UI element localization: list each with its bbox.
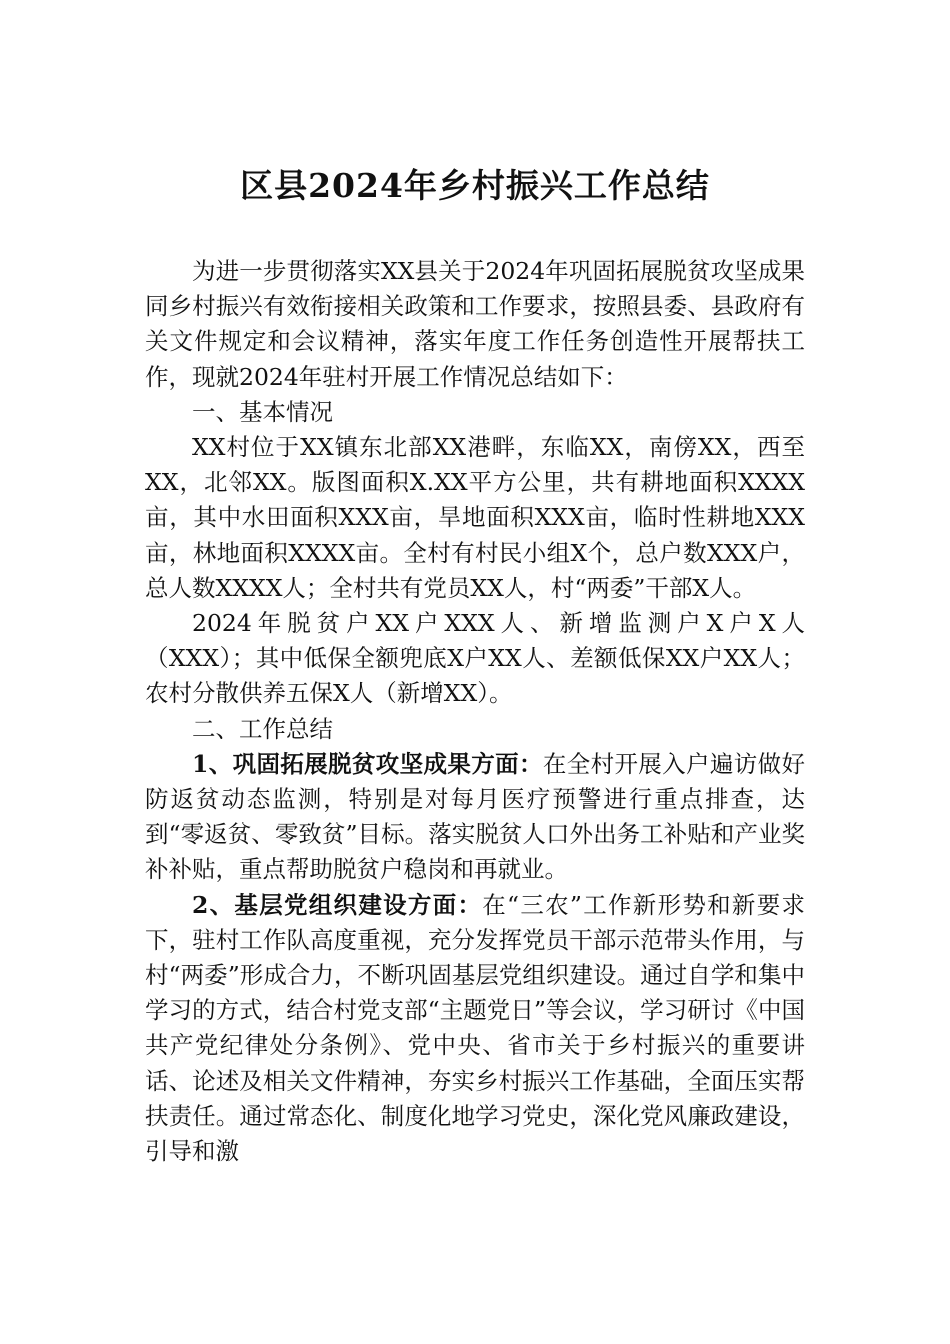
- basic-info-paragraph-2: 2024年脱贫户XX户XXX人、新增监测户X户X人（XXX）；其中低保全额兜底X户XX人、差额低保XX户XX人；农村分散供养五保X人（新增XX）。: [145, 609, 805, 708]
- section-heading-work-summary: 二、工作总结: [192, 714, 333, 743]
- work-item-2-lead: 2、基层党组织建设方面：: [192, 890, 483, 919]
- work-item-1-lead: 1、巩固拓展脱贫攻坚成果方面：: [192, 749, 543, 778]
- work-item-2-text: 在“三农”工作新形势和新要求下，驻村工作队高度重视，充分发挥党员干部示范带头作用，与村“两委”形成合力，不断巩固基层党组织建设。通过自学和集中学习的方式，结合村党支部“主题党日”等会议，学习研讨《中国共产党纪律处分条例》、党中央、省市关于乡村振兴的重要讲话、论述及相关文件精神，夯实乡村振兴工作基础，全面压实帮扶责任。通过常态化、制度化地学习党史，深化党风廉政建设，引导和激: [145, 890, 805, 1166]
- work-item-1: [145, 747, 805, 888]
- document-title: 区县2024年乡村振兴工作总结: [240, 166, 710, 205]
- work-item-2: [145, 888, 805, 1170]
- document-body: [145, 254, 805, 1169]
- basic-info-paragraph-1: XX村位于XX镇东北部XX港畔，东临XX，南傍XX，西至XX，北邻XX。版图面积X.XX平方公里，共有耕地面积XXXX亩，其中水田面积XXX亩，旱地面积XXX亩，临时性耕地XXX亩，林地面积XXXX亩。全村有村民小组X个，总户数XXX户，总人数XXXX人；全村共有党员XX人，村“两委”干部X人。: [145, 433, 805, 602]
- work-item-1-text: 在全村开展入户遍访做好防返贫动态监测，特别是对每月医疗预警进行重点排查，达到“零返贫、零致贫”目标。落实脱贫人口外出务工补贴和产业奖补补贴，重点帮助脱贫户稳岗和再就业。: [145, 749, 805, 884]
- section-heading-basic-info: 一、基本情况: [192, 397, 333, 426]
- intro-paragraph: 为进一步贯彻落实XX县关于2024年巩固拓展脱贫攻坚成果同乡村振兴有效衔接相关政策和工作要求，按照县委、县政府有关文件规定和会议精神，落实年度工作任务创造性开展帮扶工作，现就2024年驻村开展工作情况总结如下：: [145, 257, 805, 391]
